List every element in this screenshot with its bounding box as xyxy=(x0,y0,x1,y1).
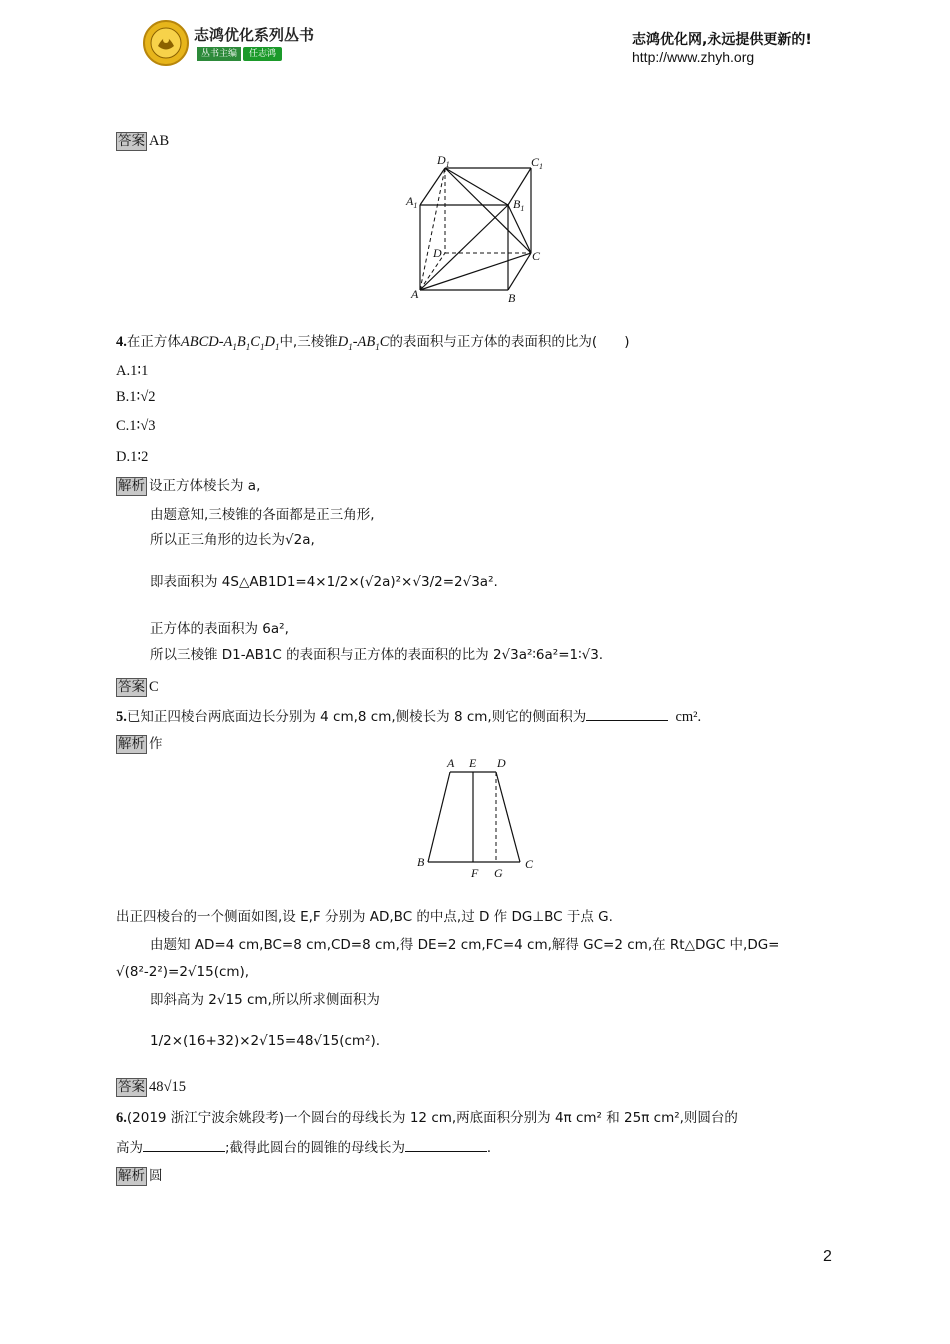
q5-sol3: √(8²-2²)=2√15(cm), xyxy=(116,964,250,980)
cube-label-a: A xyxy=(411,287,419,301)
q5-sol4: 即斜高为 2√15 cm,所以所求侧面积为 xyxy=(150,992,380,1008)
trapezoid-figure xyxy=(410,752,545,882)
trap-label-b: B xyxy=(417,855,425,869)
q6-stem-line2 xyxy=(116,1137,491,1158)
q4-sol4: 即表面积为 4S△AB1D1=4×1/2×(√2a)²×√3/2=2√3a². xyxy=(150,574,498,590)
trap-label-f: F xyxy=(471,866,479,880)
q5-sol2: 由题知 AD=4 cm,BC=8 cm,CD=8 cm,得 DE=2 cm,FC=4 cm,解得 GC=2 cm,在 Rt△DGC 中,DG= xyxy=(150,937,780,953)
logo-seal-icon xyxy=(143,20,189,66)
answer-tag: 答案 xyxy=(118,1079,145,1095)
q6-stem2c: . xyxy=(487,1140,491,1156)
q5-sol1: 出正四棱台的一个侧面如图,设 E,F 分别为 AD,BC 的中点,过 D 作 DG⊥BC 于点 G. xyxy=(116,909,613,925)
q6-stem2b: ;截得此圆台的圆锥的母线长为 xyxy=(225,1140,406,1156)
q5-answer-line xyxy=(116,1077,186,1097)
q4-sol5: 正方体的表面积为 6a², xyxy=(150,621,289,637)
q4-stem-mid: 中,三棱锥 xyxy=(279,334,338,350)
header xyxy=(0,0,950,80)
cube-label-c1: $C_1$ xyxy=(531,155,544,171)
q4-sol3: 所以正三角形的边长为√2a, xyxy=(150,532,315,548)
q6-stem1: (2019 浙江宁波余姚段考)一个圆台的母线长为 12 cm,两底面积分别为 4π cm² 和 25π cm²,则圆台的 xyxy=(126,1110,738,1126)
answer-tag: 答案 xyxy=(118,133,145,149)
q3-answer-line xyxy=(116,131,169,151)
q4-number: 4 xyxy=(116,334,124,350)
cube-figure xyxy=(400,150,560,310)
header-slogan: 志鸿优化网,永远提供更新的! xyxy=(632,32,812,48)
q3-answer: AB xyxy=(149,133,170,149)
q6-number: 6 xyxy=(116,1110,124,1126)
trap-label-d: D xyxy=(497,756,506,770)
q5-number: 5 xyxy=(116,709,124,725)
trap-label-c: C xyxy=(525,857,534,871)
q5-blank[interactable] xyxy=(586,706,668,721)
q4-answer-line xyxy=(116,677,159,697)
q4-sol1: 设正方体棱长为 a, xyxy=(149,478,261,494)
analysis-tag: 解析 xyxy=(118,736,145,752)
q4-stem-pre: 在正方体 xyxy=(126,334,181,350)
q6-sol-start: 圆 xyxy=(149,1168,163,1184)
header-url[interactable]: http://www.zhyh.org xyxy=(632,49,755,65)
q5-solution-start xyxy=(116,734,163,754)
q6-blank-1[interactable] xyxy=(143,1137,225,1152)
q4-sol2: 由题意知,三棱锥的各面都是正三角形, xyxy=(150,507,375,523)
analysis-tag: 解析 xyxy=(118,1168,145,1184)
q4-option-d[interactable]: D.1∶2 xyxy=(116,449,149,465)
cube-label-d: D xyxy=(433,246,442,260)
q4-option-b[interactable]: B.1∶√2 xyxy=(116,389,156,405)
q4-sol6: 所以三棱锥 D1-AB1C 的表面积与正方体的表面积的比为 2√3a²∶6a²=1∶√3. xyxy=(150,647,604,663)
q4-stem: 4.在正方体ABCD-$A_1B_1C_1D_1$中,三棱锥$D_1-AB_1C$的表面积与正方体的表面积的比为( ) xyxy=(116,334,630,352)
q4-option-c[interactable]: C.1∶√3 xyxy=(116,418,156,434)
editor-label: 丛书主编 xyxy=(197,47,241,61)
cube-label-a1: $A_1$ xyxy=(406,194,418,210)
editor-name: 任志鸿 xyxy=(243,47,282,61)
q4-stem-post: 的表面积与正方体的表面积的比为( ) xyxy=(389,334,630,350)
answer-tag: 答案 xyxy=(118,679,145,695)
editor-badge xyxy=(197,47,282,61)
trap-label-a: A xyxy=(447,756,455,770)
q4-solution-line1 xyxy=(116,476,260,496)
cube-label-d1: $D_1$ xyxy=(437,153,450,169)
page-number: 2 xyxy=(823,1248,832,1265)
cube-label-b: B xyxy=(508,291,516,305)
trap-label-g: G xyxy=(494,866,503,880)
q4-answer: C xyxy=(149,679,159,695)
q5-sol-start: 作 xyxy=(149,736,163,752)
q4-option-a[interactable]: A.1∶1 xyxy=(116,363,149,379)
q5-sol5: 1/2×(16+32)×2√15=48√15(cm²). xyxy=(150,1033,381,1049)
q6-blank-2[interactable] xyxy=(405,1137,487,1152)
q6-stem-line1: 6.(2019 浙江宁波余姚段考)一个圆台的母线长为 12 cm,两底面积分别为 4π cm² 和 25π cm²,则圆台的 xyxy=(116,1110,738,1126)
trap-label-e: E xyxy=(469,756,477,770)
analysis-tag: 解析 xyxy=(118,478,145,494)
q5-stem-text: 已知正四棱台两底面边长分别为 4 cm,8 cm,侧棱长为 8 cm,则它的侧面积为 xyxy=(126,709,587,725)
series-title: 志鸿优化系列丛书 xyxy=(194,26,315,44)
q5-unit: cm² xyxy=(675,709,698,725)
q6-stem2a: 高为 xyxy=(116,1140,143,1156)
q5-answer: 48√15 xyxy=(149,1079,186,1095)
cube-label-b1: $B_1$ xyxy=(513,197,525,213)
q5-stem: 5.已知正四棱台两底面边长分别为 4 cm,8 cm,侧棱长为 8 cm,则它的侧面积为 cm². xyxy=(116,706,701,727)
q6-solution-start xyxy=(116,1166,163,1186)
cube-label-c: C xyxy=(532,249,541,263)
